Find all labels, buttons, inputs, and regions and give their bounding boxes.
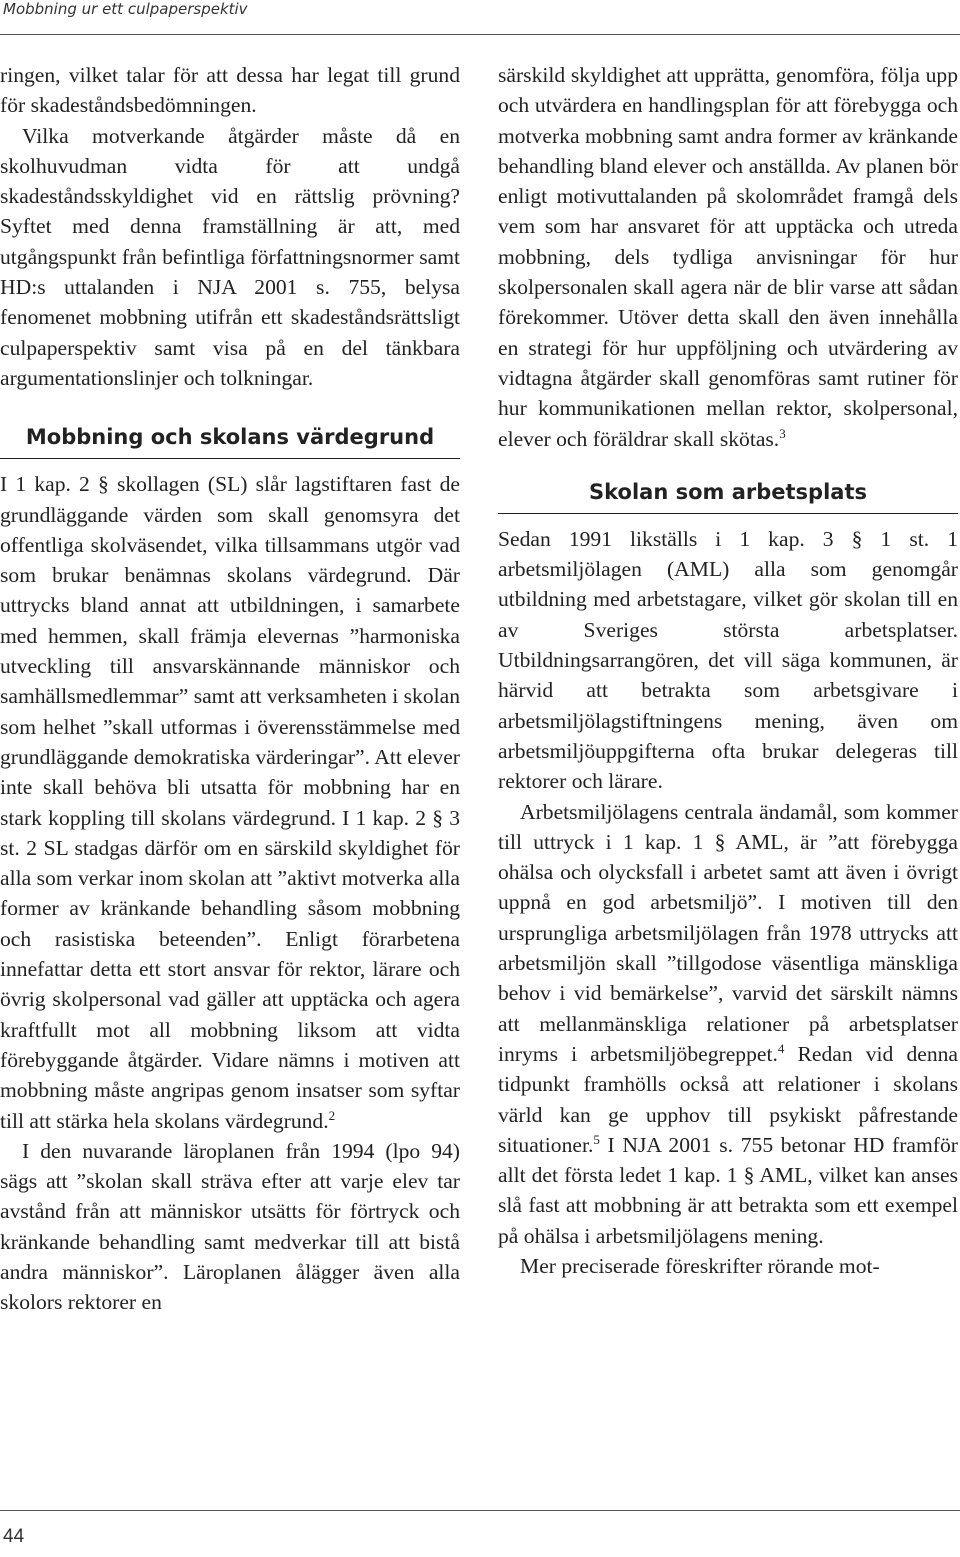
paragraph [0, 469, 460, 1136]
footnote-ref-4[interactable]: 4 [777, 1040, 785, 1056]
page-number: 44 [3, 1526, 25, 1547]
paragraph [498, 60, 958, 454]
section-heading: Skolan som arbetsplats [498, 478, 958, 514]
paragraph: ringen, vilket talar för att dessa har legat till grund för skadeståndsbedömningen. [0, 63, 460, 118]
paragraph: I den nuvarande läroplanen från 1994 (lpo 94) sägs att ”skolan skall sträva efter att varje elev tar avstånd från att människor utsätts för förtryck och kränkande behandling samt medverkar till att bistå andra människor”. Läroplanen ålägger även alla skolors rektorer en [0, 1138, 460, 1315]
running-head: Mobbning ur ett culpaperspektiv [3, 0, 248, 18]
footer-rule [0, 1510, 960, 1511]
section-heading: Mobbning och skolans värdegrund [0, 423, 460, 459]
left-column [0, 60, 460, 1318]
paragraph: Vilka motverkande åtgärder måste då en skolhuvudman vidta för att undgå skadeståndsskyldighet vid en rättslig prövning? Syftet med denna framställning är att, med utgångspunkt från befintliga författningsnormer samt HD:s uttalanden i NJA 2001 s. 755, belysa fenomenet mobbning utifrån ett skadeståndsrättsligt culpaperspektiv samt visa på en del tänkbara argumentationslinjer och tolkningar. [0, 123, 460, 390]
paragraph-text: särskild skyldighet att upprätta, genomföra, följa upp och utvärdera en handlingsplan för att förebygga och motverka mobbning samt andra former av kränkande behandling bland elever och anställda. Av planen bör enligt motivuttalanden på skolområdet framgå dels vem som har ansvaret för att upptäcka och utreda mobbning, dels tydliga anvisningar för hur skolpersonalen skall agera när de blir varse att sådan förekommer. Utöver detta skall den även innehålla en strategi för hur uppföljning och utvärdering av vidtagna åtgärder skall genomföras samt rutiner för hur kommunikationen mellan rektor, skolpersonal, elever och föräldrar skall skötas. [498, 63, 958, 451]
paragraph-text: I NJA 2001 s. 755 betonar HD framför allt det första ledet 1 kap. 1 § AML, vilket kan anses slå fast att mobbning är att betrakta som ett exempel på ohälsa i arbetsmiljölagens mening. [498, 1132, 958, 1248]
paragraph-text: I 1 kap. 2 § skollagen (SL) slår lagstiftaren fast de grundläggande värden som skall genomsyra det offentliga skolväsendet, vilka tillsammans utgör vad som brukar benämnas skolans värdegrund. Där uttrycks bland annat att utbildningen, i samarbete med hemmen, skall främja elevernas ”harmoniska utveckling till ansvarskännande människor och samhällsmedlemmar” samt att verksamheten i skolan som helhet ”skall utformas i överensstämmelse med grundläggande demokratiska värderingar”. Att elever inte skall behöva bli utsatta för mobbning har en stark koppling till skolans värdegrund. I 1 kap. 2 § 3 st. 2 SL stadgas därför om en särskild skyldighet för alla som verkar inom skolan att ”aktivt motverka alla former av kränkande behandling såsom mobbning och rasistiska beteenden”. Enligt förarbetena innefattar detta ett stort ansvar för rektor, lärare och övrig skolpersonal vad gäller att upptäcka och agera kraftfullt mot all mobbning liksom att vidta förebyggande åtgärder. Vidare nämns i motiven att mobbning måste angripas genom insatser som syftar till att stärka hela skolans värdegrund. [0, 472, 460, 1133]
paragraph [498, 797, 958, 1251]
paragraph-text: Redan vid denna tidpunkt framhölls också att relationer i skolans värld kan ge upphov till psykiskt påfrestande situationer. [498, 1041, 958, 1157]
footnote-ref-3[interactable]: 3 [779, 425, 786, 441]
right-column [498, 60, 958, 1281]
footnote-ref-5[interactable]: 5 [593, 1131, 600, 1147]
header-rule [0, 34, 960, 35]
footnote-ref-2[interactable]: 2 [328, 1107, 336, 1123]
paragraph: Mer preciserade föreskrifter rörande mot- [520, 1253, 880, 1278]
paragraph-text: Arbetsmiljölagens centrala ändamål, som kommer till uttryck i 1 kap. 1 § AML, är ”att förebygga ohälsa och olycksfall i arbetet samt att även i övrigt uppnå en god arbetsmiljö”. I motiven till den ursprungliga arbetsmiljölagen från 1978 uttrycks att arbetsmiljön skall ”tillgodose väsentliga mänskliga behov i vid bemärkelse”, varvid det särskilt nämns att mellanmänskliga relationer på arbetsplatser inryms i arbetsmiljöbegreppet. [498, 799, 958, 1066]
paragraph: Sedan 1991 likställs i 1 kap. 3 § 1 st. 1 arbetsmiljölagen (AML) alla som genomgår utbildning med arbetstagare, vilket gör skolan till en av Sveriges största arbetsplatser. Utbildningsarrangören, det vill säga kommunen, är härvid att betrakta som arbetsgivare i arbetsmiljölagstiftningens mening, även om arbetsmiljöuppgifterna ofta brukar delegeras till rektorer och lärare. [498, 526, 958, 794]
